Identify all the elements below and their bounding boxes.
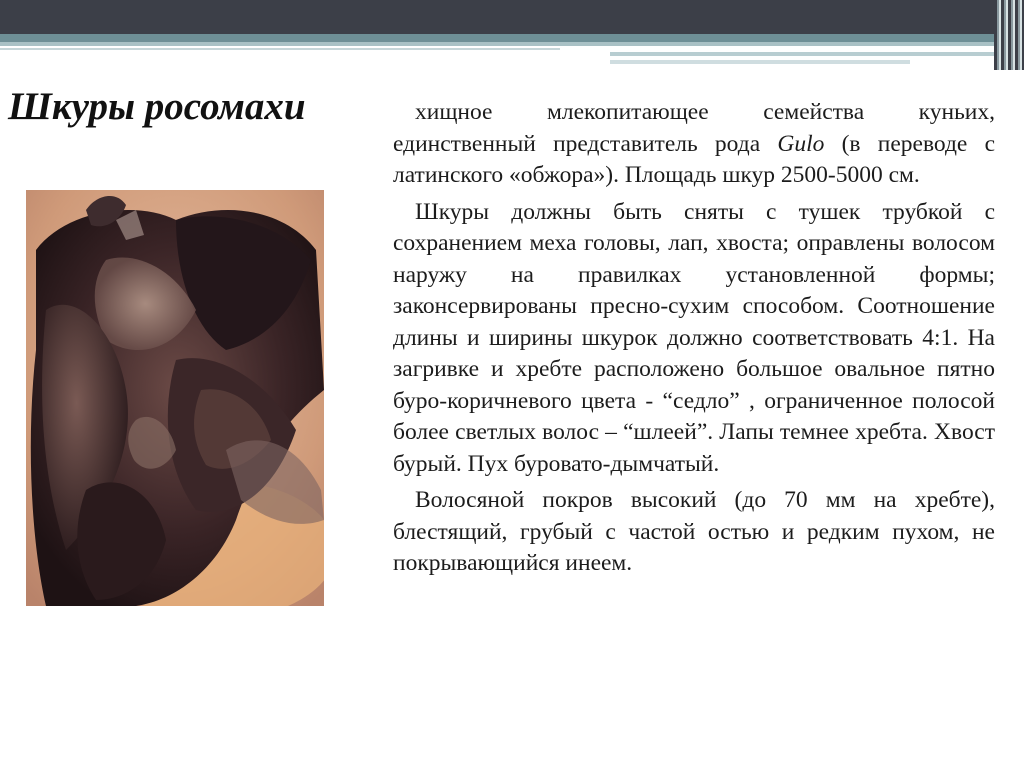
paragraph-1-text: хищное млекопитающее семейства куньих, единственный представитель рода: [393, 99, 995, 157]
header-accent-stripe: [0, 34, 1024, 42]
paragraph-3: Волосяной покров высокий (до 70 мм на хребте), блестящий, грубый с частой остью и редким пухом, не покрывающийся инеем.: [393, 487, 995, 576]
header-bar: [0, 0, 1024, 34]
wolverine-pelt-photo: [26, 190, 324, 606]
paragraph-1: [393, 97, 995, 192]
genus-name: Gulo: [777, 130, 825, 157]
header-accent-stripe-light: [0, 42, 1024, 46]
paragraph-1-text-end: (в переводе с латинского «обжора»). Площадь шкур 2500-5000 см.: [393, 130, 995, 188]
paragraph-2: Шкуры должны быть сняты с тушек трубкой с сохранением меха головы, лап, хвоста; оправлены волосом наружу на правилках установленной формы; законсервированы пресно-сухим способом. Соотношение длины и ширины шкурок должно соответствовать 4:1. На загривке и хребте расположено большое овальное пятно буро-коричневого цвета - “седло” , ограниченное полосой более светлых волос – “шлеей”. Лапы темнее хребта. Хвост бурый. Пух буровато-дымчатый.: [393, 198, 995, 477]
decorative-line: [0, 48, 560, 50]
description-text: [393, 97, 995, 585]
decorative-stripes: [994, 0, 1024, 70]
slide-title: Шкуры росомахи: [8, 85, 306, 128]
decorative-line: [610, 52, 1024, 56]
fur-illustration: [26, 190, 324, 606]
decorative-line: [610, 60, 910, 64]
